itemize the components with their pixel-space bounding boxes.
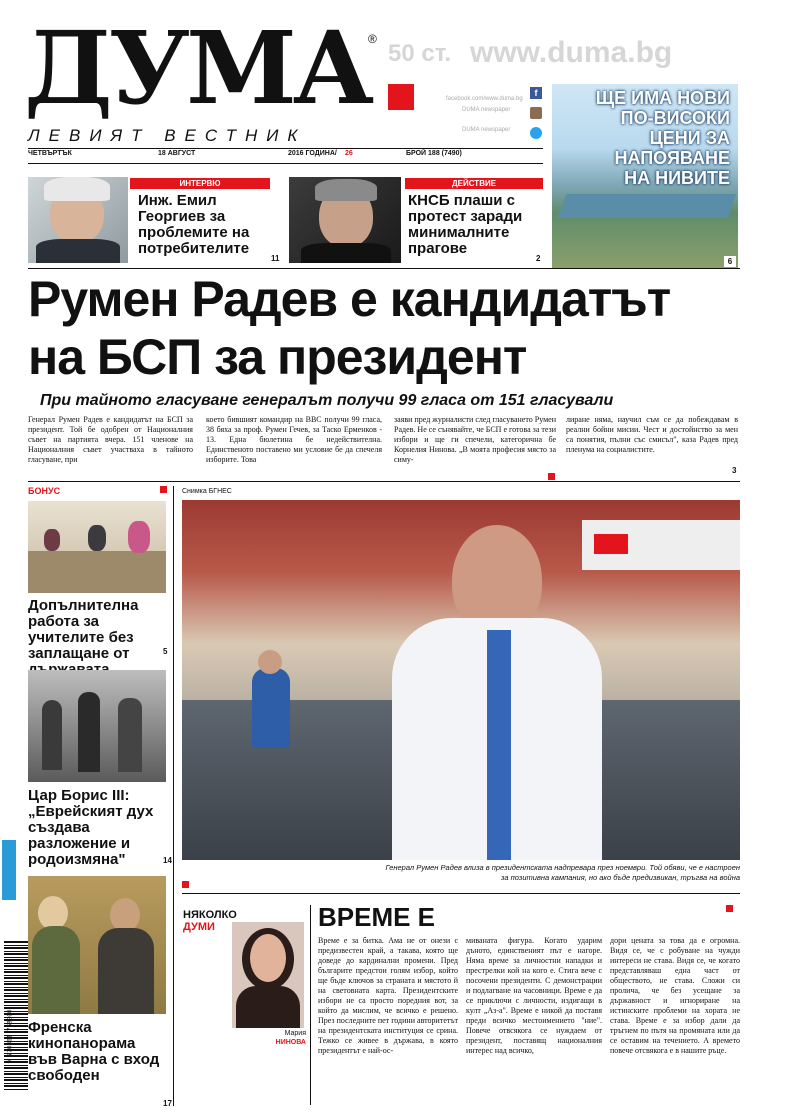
dateline [28,150,543,162]
dateline-day: ЧЕТВЪРТЪК [28,150,72,157]
barcode-digits: 9 770861 768000 [6,1009,14,1064]
social-instagram[interactable] [446,107,546,121]
social-facebook[interactable] [446,87,546,101]
dateline-issue: БРОЙ 188 (7490) [406,150,462,157]
sidebar-label: БОНУС [28,486,61,496]
dateline-year: 2016 ГОДИНА/ [288,150,337,157]
opinion-label-2: ДУМИ [183,921,215,933]
sidebar-photo-1[interactable] [28,501,166,593]
opinion-title: ВРЕМЕ Е [318,902,436,932]
sidebar-photo-2[interactable] [28,670,166,782]
facebook-icon: f [530,87,542,99]
masthead-subtitle: ЛЕВИЯТ ВЕСТНИК [28,126,307,145]
sidebar-item-3-page: 17 [163,1099,172,1108]
photo-credit: Снимка БГНЕС [182,488,232,495]
teaser-left-photo[interactable] [28,177,128,263]
main-photo[interactable] [182,500,740,860]
sidebar-item-2-title[interactable]: Цар Борис III: „Еврейският дух създава разложение и родоизмяна" [28,787,154,868]
teaser-left-title[interactable]: Инж. Емил Георгиев за проблемите на потребителите [138,192,250,257]
sidebar-photo-3[interactable] [28,876,166,1014]
lead-end-marker [548,473,555,480]
opinion-title-marker [726,905,733,912]
opinion-column-2: миваната фигура. Когато ударим дъното, единственият път е нагоре. Няма време за личностни нападки и престрелки кой на кого е. Стига вече с посочени президенти. С демонстрации и подлагване на часовници. Време е да се приключи с личности, издигащи в култ „Аз-а". Време е никой да поставя преди всичко местоимението "ние". Повече отвсякога се нуждаем от президент, поставящ националния интерес над всичко, [466,936,602,1055]
dateline-date: 18 АВГУСТ [158,150,196,157]
masthead-title: ДУМА [24,9,371,127]
website-link[interactable]: www.duma.bg [470,36,673,69]
teaser-right-title[interactable]: ЩЕ ИМА НОВИ ПО-ВИСОКИ ЦЕНИ ЗА НАПОЯВАНЕ НА НИВИТЕ [595,88,730,188]
opinion-label-1: НЯКОЛКО [183,909,237,921]
opinion-author-photo[interactable] [232,922,304,1028]
social-facebook-text: facebook.com/www.duma.bg [446,96,523,102]
lead-page: 3 [732,466,737,475]
lead-headline-1[interactable]: Румен Радев е кандидатът [28,271,671,327]
opinion-column-1: Време е за битка. Ама не от онези с предизвестен край, а такава, която ще доведе до кардинални промени. Пред българите предстои голям избор, който ще бъде ключов за страната и мястото й на световната карта. Президентските избори не са просто поредния вот, за който да мислим, че всичко е решено. През последните пет години авторитетът на президентската институция се срина. Тежко се живее в държава, в която президентът е най-ос- [318,936,458,1055]
teaser-middle-title[interactable]: КНСБ плаши с протест заради минималните прагове [408,192,523,257]
barcode-cyan-mark [2,840,16,900]
sidebar-item-3-title[interactable]: Френска кинопанорама във Варна с вход свободен [28,1019,160,1084]
teaser-left-kicker: ИНТЕРВЮ [130,178,270,189]
social-twitter[interactable] [446,127,546,141]
dateline-year-num: 26 [345,150,353,157]
sidebar-item-1-page: 5 [163,647,168,656]
lead-headline-2[interactable]: на БСП за президент [28,329,527,385]
lead-column-1: Генерал Румен Радев е кандидатът на БСП за президент. Той бе одобрен от Националния съвет на партията вчера. 151 членове на Националния съвет участваха в тайното гласуване, при [28,415,193,464]
lead-column-4: лиране няма, научил съм се да побеждавам в реални бойни мисии. Чест и достойнство за мен са понятия, пълни със смисъл", каза Радев пред пленума на социалистите. [566,415,738,454]
opinion-author-first: Мария [284,1030,306,1037]
twitter-icon [530,127,542,139]
sidebar-item-1-title[interactable]: Допълнителна работа за учителите без заплащане от [28,597,139,662]
masthead-registered: ® [368,32,377,46]
masthead-red-block [388,84,414,110]
social-instagram-text: DUMA newspaper [462,107,511,113]
sidebar-item-2-page: 14 [163,856,172,865]
opinion-author-last: НИНОВА [275,1039,306,1046]
opinion-marker [182,881,189,888]
opinion-column-3: дори цената за това да е огромна. Видя се, че с робуване на чужди интереси не става. Видя се, че когато представляваш една част от обществото, не става. Сложи си пролича, че без усещане за държавност и игнориране на истинските проблеми на хората не става. Време е за избор дали да тръгнем по пътя на промяната или да се оставим на течението. А времето повече отсвякога е в нашите ръце. [610,936,740,1055]
social-twitter-text: DUMA newspaper [462,127,511,133]
teaser-right-page: 6 [724,256,736,267]
teaser-left-page: 11 [271,254,280,263]
teaser-middle-kicker: ДЕЙСТВИЕ [405,178,543,189]
lead-column-2: което бившият командир на ВВС получи 99 гласа, 38 бяха за проф. Румен Гечев, за Таско Ерменков - 13. Една бюлетина бе недействителна. Единственото поставено ми условие бе да спечеля изборите. Това [206,415,382,464]
lead-column-3: заяви пред журналисти след гласуването Румен Радев. Не се сънявайте, че БСП е готова за тези избори и ще ги спечели, категорична бе Корнелия Нинова. „В моята професия място за симу- [394,415,556,464]
sidebar-marker [160,486,167,493]
price-label: 50 ст. [388,40,452,67]
teaser-middle-page: 2 [536,254,541,263]
teaser-middle-photo[interactable] [289,177,401,263]
main-photo-caption: Генерал Румен Радев влиза в президентската надпревара през ноември. Той обяви, че е настроен за позитивна кампания, но ако бъде предизвикан, тръгва на война [385,863,740,882]
lead-subhead: При тайното гласуване генералът получи 99 гласа от 151 гласували [40,392,614,409]
instagram-icon [530,107,542,119]
